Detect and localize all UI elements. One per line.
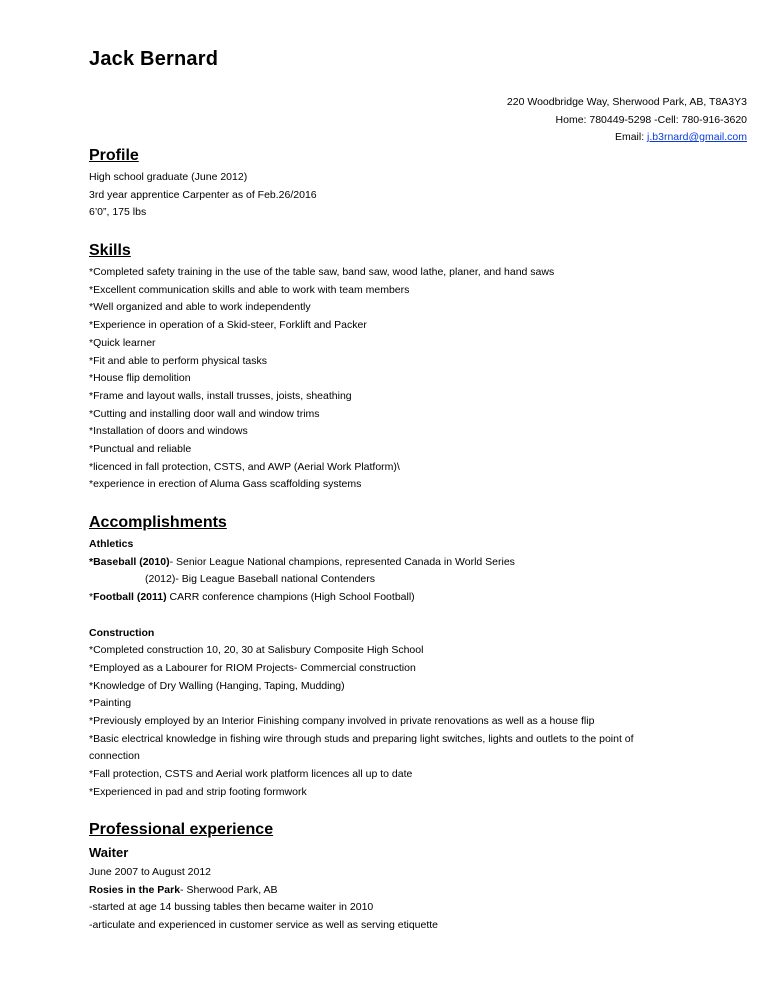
skill-item: *Experience in operation of a Skid-steer, Forklift and Packer [89, 319, 367, 332]
skill-item: *Quick learner [89, 336, 156, 349]
skill-item: *experience in erection of Aluma Gass scaffolding systems [89, 478, 362, 491]
construction-item: connection [89, 750, 140, 763]
profile-section [89, 146, 749, 222]
baseball-text: - Senior League National champions, represented Canada in World Series [169, 555, 515, 568]
profile-line: 3rd year apprentice Carpenter as of Feb.26/2016 [89, 188, 317, 201]
construction-item: *Fall protection, CSTS and Aerial work platform licences all up to date [89, 768, 413, 781]
athletics-subheading: Athletics [89, 538, 134, 550]
phone-line: Home: 780449-5298 -Cell: 780-916-3620 [555, 113, 747, 126]
skill-item: *Well organized and able to work independently [89, 301, 311, 314]
profile-line: High school graduate (June 2012) [89, 171, 248, 183]
skill-item: *Frame and layout walls, install trusses, joists, sheathing [89, 389, 352, 402]
accomplishments-section [89, 513, 749, 802]
skill-item: *Completed safety training in the use of the table saw, band saw, wood lathe, planer, and hand saws [89, 266, 555, 278]
job-title: Waiter [89, 845, 129, 860]
applicant-name: Jack Bernard [89, 48, 219, 70]
football-prefix: * [89, 591, 94, 604]
skill-item: *licenced in fall protection, CSTS, and AWP (Aerial Work Platform)\ [89, 460, 400, 473]
experience-section [89, 820, 749, 935]
baseball-year: (2010) [139, 555, 170, 568]
skill-item: *House flip demolition [89, 372, 191, 385]
address-line: 220 Woodbridge Way, Sherwood Park, AB, T8A3Y3 [506, 96, 747, 108]
job-dates: June 2007 to August 2012 [89, 866, 212, 878]
skill-item: *Fit and able to perform physical tasks [89, 354, 267, 367]
baseball-label: Baseball [93, 555, 137, 568]
construction-item: *Knowledge of Dry Walling (Hanging, Taping, Mudding) [89, 679, 345, 692]
construction-subheading: Construction [89, 626, 155, 639]
job-employer-line [89, 882, 749, 900]
email-label: Email: [614, 131, 648, 143]
baseball-prefix: * [89, 555, 94, 568]
baseball-line-2: (2012)- Big League Baseball national Contenders [145, 573, 375, 586]
construction-item: *Painting [89, 697, 132, 710]
job-duty: -articulate and experienced in customer service as well as serving etiquette [89, 919, 439, 932]
skill-item: *Installation of doors and windows [89, 425, 248, 438]
contact-block [507, 94, 747, 147]
construction-item: *Employed as a Labourer for RIOM Projects- Commercial construction [89, 661, 416, 674]
football-line [89, 589, 749, 607]
profile-line: 6’0”, 175 lbs [89, 206, 147, 219]
job-duty: -started at age 14 bussing tables then became waiter in 2010 [89, 901, 374, 914]
email-line [507, 129, 747, 147]
skills-section [89, 241, 749, 494]
employer-name: Rosies in the Park [89, 883, 181, 896]
skills-heading: Skills [89, 242, 131, 259]
football-text: CARR conference champions (High School Football) [166, 591, 415, 604]
email-link[interactable]: j.b3rnard@gmail.com [647, 131, 747, 143]
construction-item: *Previously employed by an Interior Finishing company involved in private renovations as well as a house flip [89, 715, 595, 728]
profile-heading: Profile [89, 147, 139, 164]
experience-heading: Professional experience [89, 821, 274, 838]
skill-item: *Punctual and reliable [89, 443, 192, 456]
construction-item: *Experienced in pad and strip footing formwork [89, 785, 307, 798]
skill-item: *Cutting and installing door wall and window trims [89, 407, 320, 420]
construction-item: *Completed construction 10, 20, 30 at Salisbury Composite High School [89, 644, 424, 657]
construction-item: *Basic electrical knowledge in fishing wire through studs and preparing light switches, lights and outlets to the point of [89, 732, 634, 745]
football-year: (2011) [136, 591, 167, 604]
baseball-line [89, 554, 749, 572]
skill-item: *Excellent communication skills and able to work with team members [89, 283, 410, 296]
accomplishments-heading: Accomplishments [89, 514, 227, 531]
football-label: Football [93, 591, 134, 604]
employer-location: - Sherwood Park, AB [180, 883, 278, 896]
